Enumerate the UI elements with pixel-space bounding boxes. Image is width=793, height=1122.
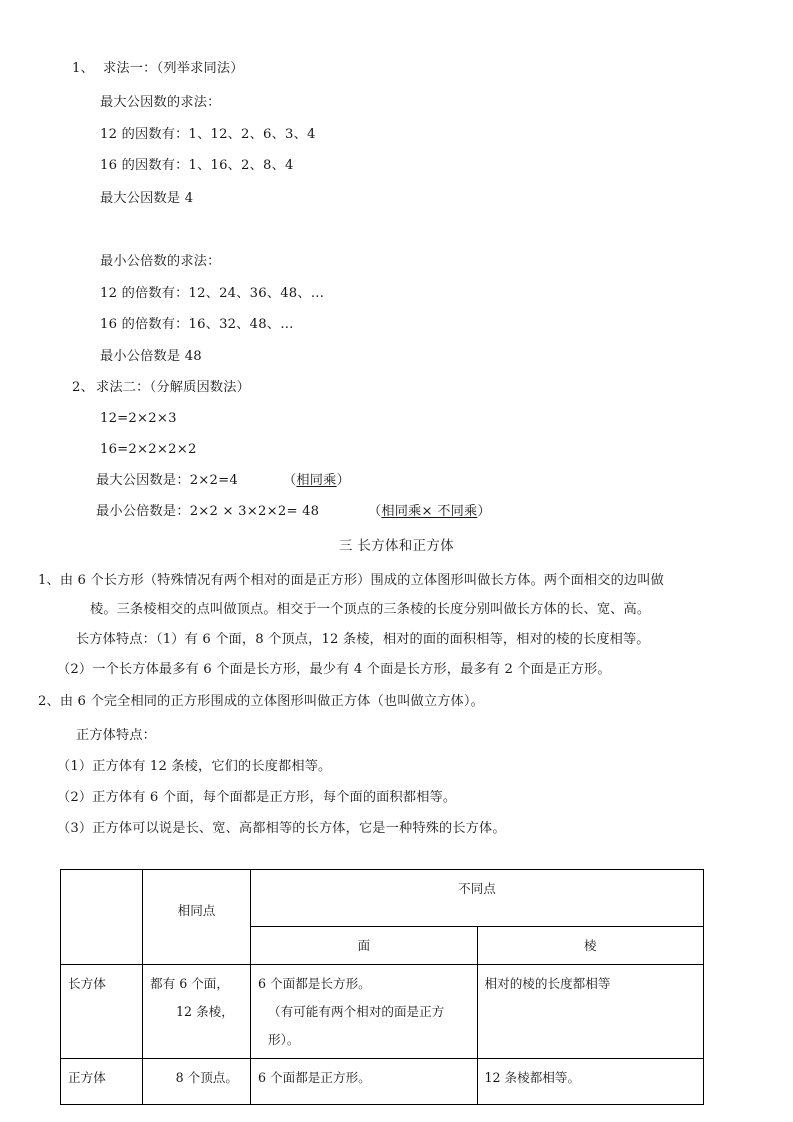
list-marker-1: 1、	[72, 61, 94, 76]
row-edge-cell	[477, 965, 704, 1059]
paren-open: （	[283, 473, 297, 488]
table-header-edge	[477, 927, 704, 965]
text-line: 12=2×2×3	[100, 411, 177, 426]
text-line: 16 的倍数有：16、32、48、…	[100, 317, 294, 332]
table-header-face-label: 面	[357, 938, 371, 953]
gcd-note-underlined: 相同乘	[296, 473, 337, 488]
row-edge-cell	[477, 1059, 704, 1105]
row-label: 正方体	[68, 1070, 106, 1085]
row-face-cell	[251, 965, 478, 1059]
row-same-line-1: 8 个顶点。	[175, 1070, 238, 1085]
table-header-diff-group-label: 不同点	[458, 881, 496, 896]
row-face-line-1: 6 个面都是长方形。	[258, 976, 371, 991]
gcd-result-line: 最大公因数是：2×2=4	[96, 473, 238, 488]
text-line: 16=2×2×2×2	[100, 442, 197, 457]
paren-close: ）	[477, 504, 491, 519]
paragraph-line: （2）一个长方体最多有 6 个面是长方形，最少有 4 个面是长方形，最多有 2 个面是正方形。	[57, 662, 611, 677]
table-header-diff-group	[251, 870, 704, 927]
paragraph-line: 长方体特点：（1）有 6 个面，8 个顶点，12 条棱，相对的面的面积相等，相对的棱的长度相等。	[76, 632, 650, 647]
row-face-line-1: 6 个面都是正方形。	[258, 1070, 371, 1085]
row-edge-line-1: 相对的棱的长度都相等	[484, 976, 611, 991]
row-edge-line-1: 12 条棱都相等。	[484, 1070, 581, 1085]
table-corner-label	[61, 870, 142, 879]
row-same-line-2: 12 条棱，	[176, 1004, 234, 1019]
gcd-note	[283, 474, 350, 487]
table-corner-cell	[61, 870, 143, 965]
paragraph-line: （2）正方体有 6 个面，每个面都是正方形，每个面的面积都相等。	[57, 790, 457, 805]
section1-title-1: 求法一：（列举求同法）	[103, 61, 244, 76]
comparison-table	[60, 869, 704, 1105]
paragraph-line: 正方体特点：	[76, 728, 157, 743]
table-header-same-label: 相同点	[177, 903, 216, 918]
table-row	[61, 1059, 704, 1105]
text-line: 最小公倍数是 48	[100, 349, 202, 364]
paragraph-line: （3）正方体可以说是长、宽、高都相等的长方体，它是一种特殊的长方体。	[57, 821, 506, 836]
row-same-line-1: 都有 6 个面，	[150, 976, 229, 991]
table-row	[61, 965, 704, 1059]
text-line: 12 的倍数有：12、24、36、48、…	[100, 286, 325, 301]
row-face-cell	[251, 1059, 478, 1105]
text-line: 最小公倍数的求法：	[100, 254, 221, 269]
section1-title-2: 求法二：（分解质因数法）	[96, 380, 251, 395]
text-line: 12 的因数有：1、12、2、6、3、4	[100, 127, 316, 142]
section-heading: 三 长方体和正方体	[339, 539, 454, 554]
table-header-edge-label: 棱	[583, 938, 597, 953]
paragraph-line: 棱。三条棱相交的点叫做顶点。相交于一个顶点的三条棱的长度分别叫做长方体的长、宽、高。	[90, 602, 651, 617]
list-marker-2: 2、	[72, 380, 94, 395]
row-face-line-2: （有可能有两个相对的面是正方形）。	[268, 1004, 445, 1047]
text-line: 最大公因数的求法：	[100, 95, 221, 110]
row-label-cell	[61, 1059, 143, 1105]
table-header-row-1	[61, 870, 704, 927]
row-label-cell	[61, 965, 143, 1059]
row-same-cell	[143, 1059, 251, 1105]
comparison-table-wrapper	[60, 869, 704, 1105]
table-header-same	[143, 870, 251, 965]
paren-open: （	[368, 504, 382, 519]
text-line: 16 的因数有：1、16、2、8、4	[100, 158, 294, 173]
paren-close: ）	[336, 473, 350, 488]
paragraph-line: 1、由 6 个长方形（特殊情况有两个相对的面是正方形）围成的立体图形叫做长方体。两个面相交的边叫做	[38, 573, 664, 588]
text-line: 最大公因数是 4	[100, 191, 194, 206]
lcm-note	[368, 505, 491, 518]
row-same-cell	[143, 965, 251, 1059]
paragraph-line: 2、由 6 个完全相同的正方形围成的立体图形叫做正方体（也叫做立方体）。	[38, 694, 484, 709]
lcm-result-line: 最小公倍数是：2×2 × 3×2×2= 48	[96, 504, 320, 519]
paragraph-line: （1）正方体有 12 条棱，它们的长度都相等。	[57, 759, 332, 774]
row-label: 长方体	[68, 976, 106, 991]
table-header-face	[251, 927, 478, 965]
lcm-note-underlined: 相同乘× 不同乘	[381, 504, 478, 519]
